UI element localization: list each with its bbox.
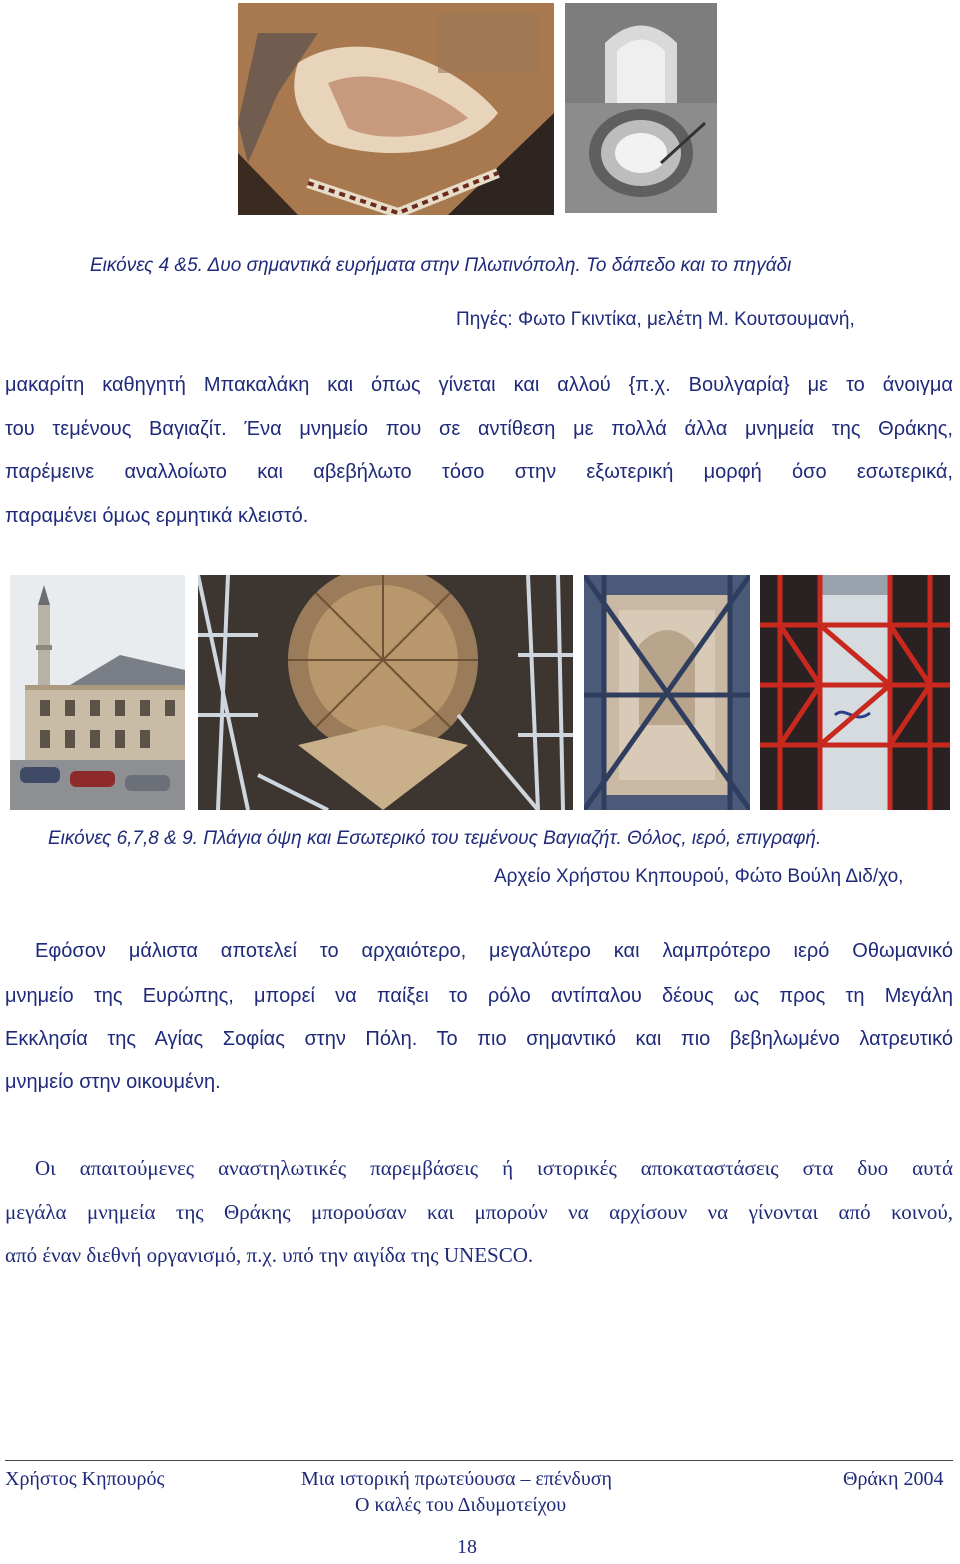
caption-figures-6-9: Εικόνες 6,7,8 & 9. Πλάγια όψη και Εσωτερικό του τεμένους Βαγιαζήτ. Θόλος, ιερό, επιγραφή. <box>48 828 822 849</box>
caption-figures-4-5: Εικόνες 4 &5. Δυο σημαντικά ευρήματα στην Πλωτινόπολη. Το δάπεδο και το πηγάδι <box>90 255 792 276</box>
caption-archive-line: Αρχείο Χρήστου Κηπουρού, Φώτο Βούλη Διδ/χο, <box>494 866 904 887</box>
paragraph-2-line-1: Εφόσον μάλιστα αποτελεί το αρχαιότερο, μεγαλύτερο και λαμπρότερο ιερό Οθωμανικό <box>35 940 953 962</box>
paragraph-1-line-2: του τεμένους Βαγιαζίτ. Ένα μνημείο που σε αντίθεση με πολλά άλλα μνημεία της Θράκης, <box>5 418 953 440</box>
paragraph-2-line-3: Εκκλησία της Αγίας Σοφίας στην Πόλη. Το πιο σημαντικό και πιο βεβηλωμένο λατρευτικό <box>5 1028 953 1050</box>
paragraph-1-line-4: παραμένει όμως ερμητικά κλειστό. <box>5 505 309 527</box>
paragraph-3-line-2: μεγάλα μνημεία της Θράκης μπορούσαν και μπορούν να αρχίσουν να γίνονται από κοινού, <box>5 1200 953 1224</box>
mihrab-photo <box>584 575 750 810</box>
scaffold-column-photo <box>760 575 950 810</box>
paragraph-3-line-1: Οι απαιτούμενες αναστηλωτικές παρεμβάσεις ή ιστορικές αποκαταστάσεις στα δυο αυτά <box>35 1156 953 1180</box>
caption-sources-line: Πηγές: Φωτο Γκιντίκα, μελέτη Μ. Κουτσουμανή, <box>456 309 855 330</box>
paragraph-3-line-3: από έναν διεθνή οργανισμό, π.χ. υπό την αιγίδα της UNESCO. <box>5 1243 534 1267</box>
paragraph-2-line-2: μνημείο της Ευρώπης, μπορεί να παίξει το ρόλο αντίπαλου δέους ως προς τη Μεγάλη <box>5 985 953 1007</box>
footer-date: Θράκη 2004 <box>843 1468 944 1490</box>
mosque-exterior-photo <box>10 575 185 810</box>
page-number: 18 <box>457 1536 477 1558</box>
paragraph-1-line-3: παρέμεινε αναλλοίωτο και αβεβήλωτο τόσο στην εξωτερική μορφή όσο εσωτερικά, <box>5 461 953 483</box>
footer-author: Χρήστος Κηπουρός <box>5 1468 165 1490</box>
paragraph-2-line-4: μνημείο στην οικουμένη. <box>5 1071 221 1093</box>
well-photo <box>565 3 717 213</box>
dome-interior-photo <box>198 575 573 810</box>
paragraph-1-line-1: μακαρίτη καθηγητή Μπακαλάκη και όπως γίνεται και αλλού {π.χ. Βουλγαρία} με το άνοιγμα <box>5 374 953 396</box>
mosaic-floor-photo <box>238 3 554 215</box>
footer-rule <box>5 1460 953 1461</box>
footer-subtitle: Ο καλές του Διδυμοτείχου <box>355 1494 567 1516</box>
footer-title: Μια ιστορική πρωτεύουσα – επένδυση <box>301 1468 612 1490</box>
